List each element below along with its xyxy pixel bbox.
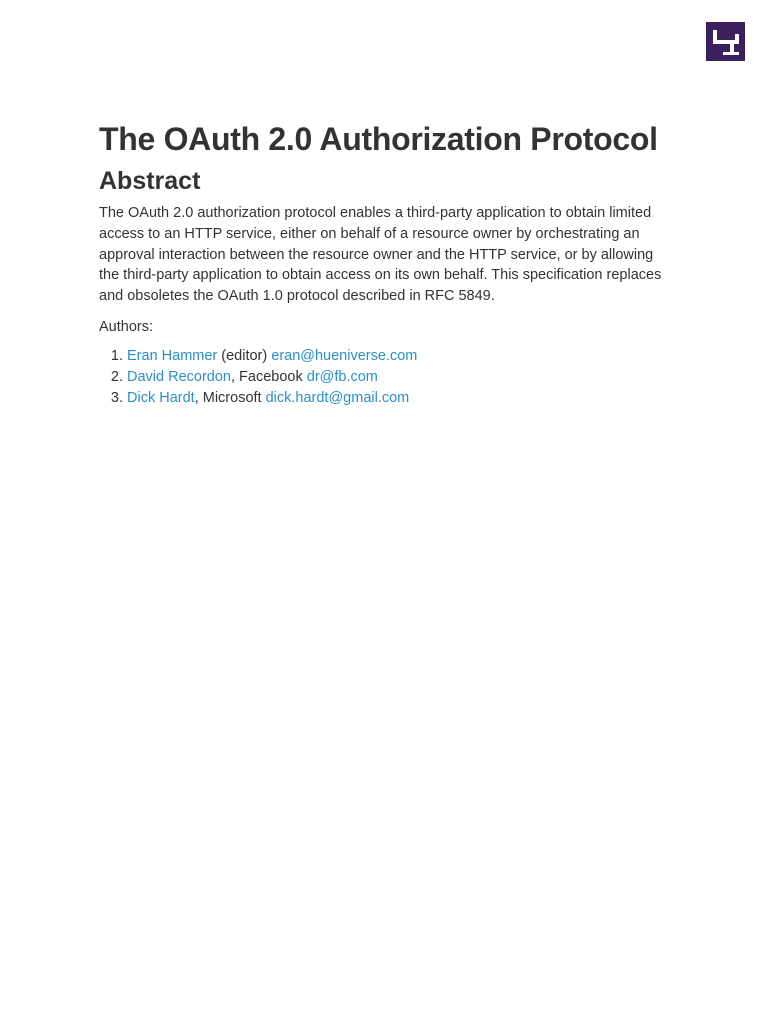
document-content [99, 118, 669, 409]
scribd-logo-icon[interactable] [706, 22, 745, 61]
author-name-link[interactable]: Eran Hammer [127, 347, 218, 364]
abstract-heading: Abstract [99, 167, 201, 195]
author-name-link[interactable]: David Recordon [127, 368, 231, 385]
author-name-link[interactable]: Dick Hardt [127, 389, 195, 406]
author-item [127, 367, 669, 388]
author-affiliation: (editor) [217, 347, 272, 364]
author-email-link[interactable]: dr@fb.com [306, 368, 378, 385]
author-affiliation: , Facebook [230, 368, 307, 385]
authors-label: Authors: [99, 318, 153, 335]
author-email-link[interactable]: eran@hueniverse.com [271, 347, 418, 364]
author-item [127, 346, 669, 367]
author-item [127, 388, 669, 409]
abstract-text: The OAuth 2.0 authorization protocol enables a third-party application to obtain limited access to an HTTP service, either on behalf of a resource owner by orchestrating an approval interaction between the resource owner and the HTTP service, or by allowing the third-party application to obtain access on its own behalf. This specification replaces and obsoletes the OAuth 1.0 protocol described in RFC 5849. [99, 205, 662, 305]
author-affiliation: , Microsoft [194, 389, 266, 406]
authors-list [99, 346, 669, 409]
author-email-link[interactable]: dick.hardt@gmail.com [265, 389, 410, 406]
document-title: The OAuth 2.0 Authorization Protocol [99, 121, 658, 157]
